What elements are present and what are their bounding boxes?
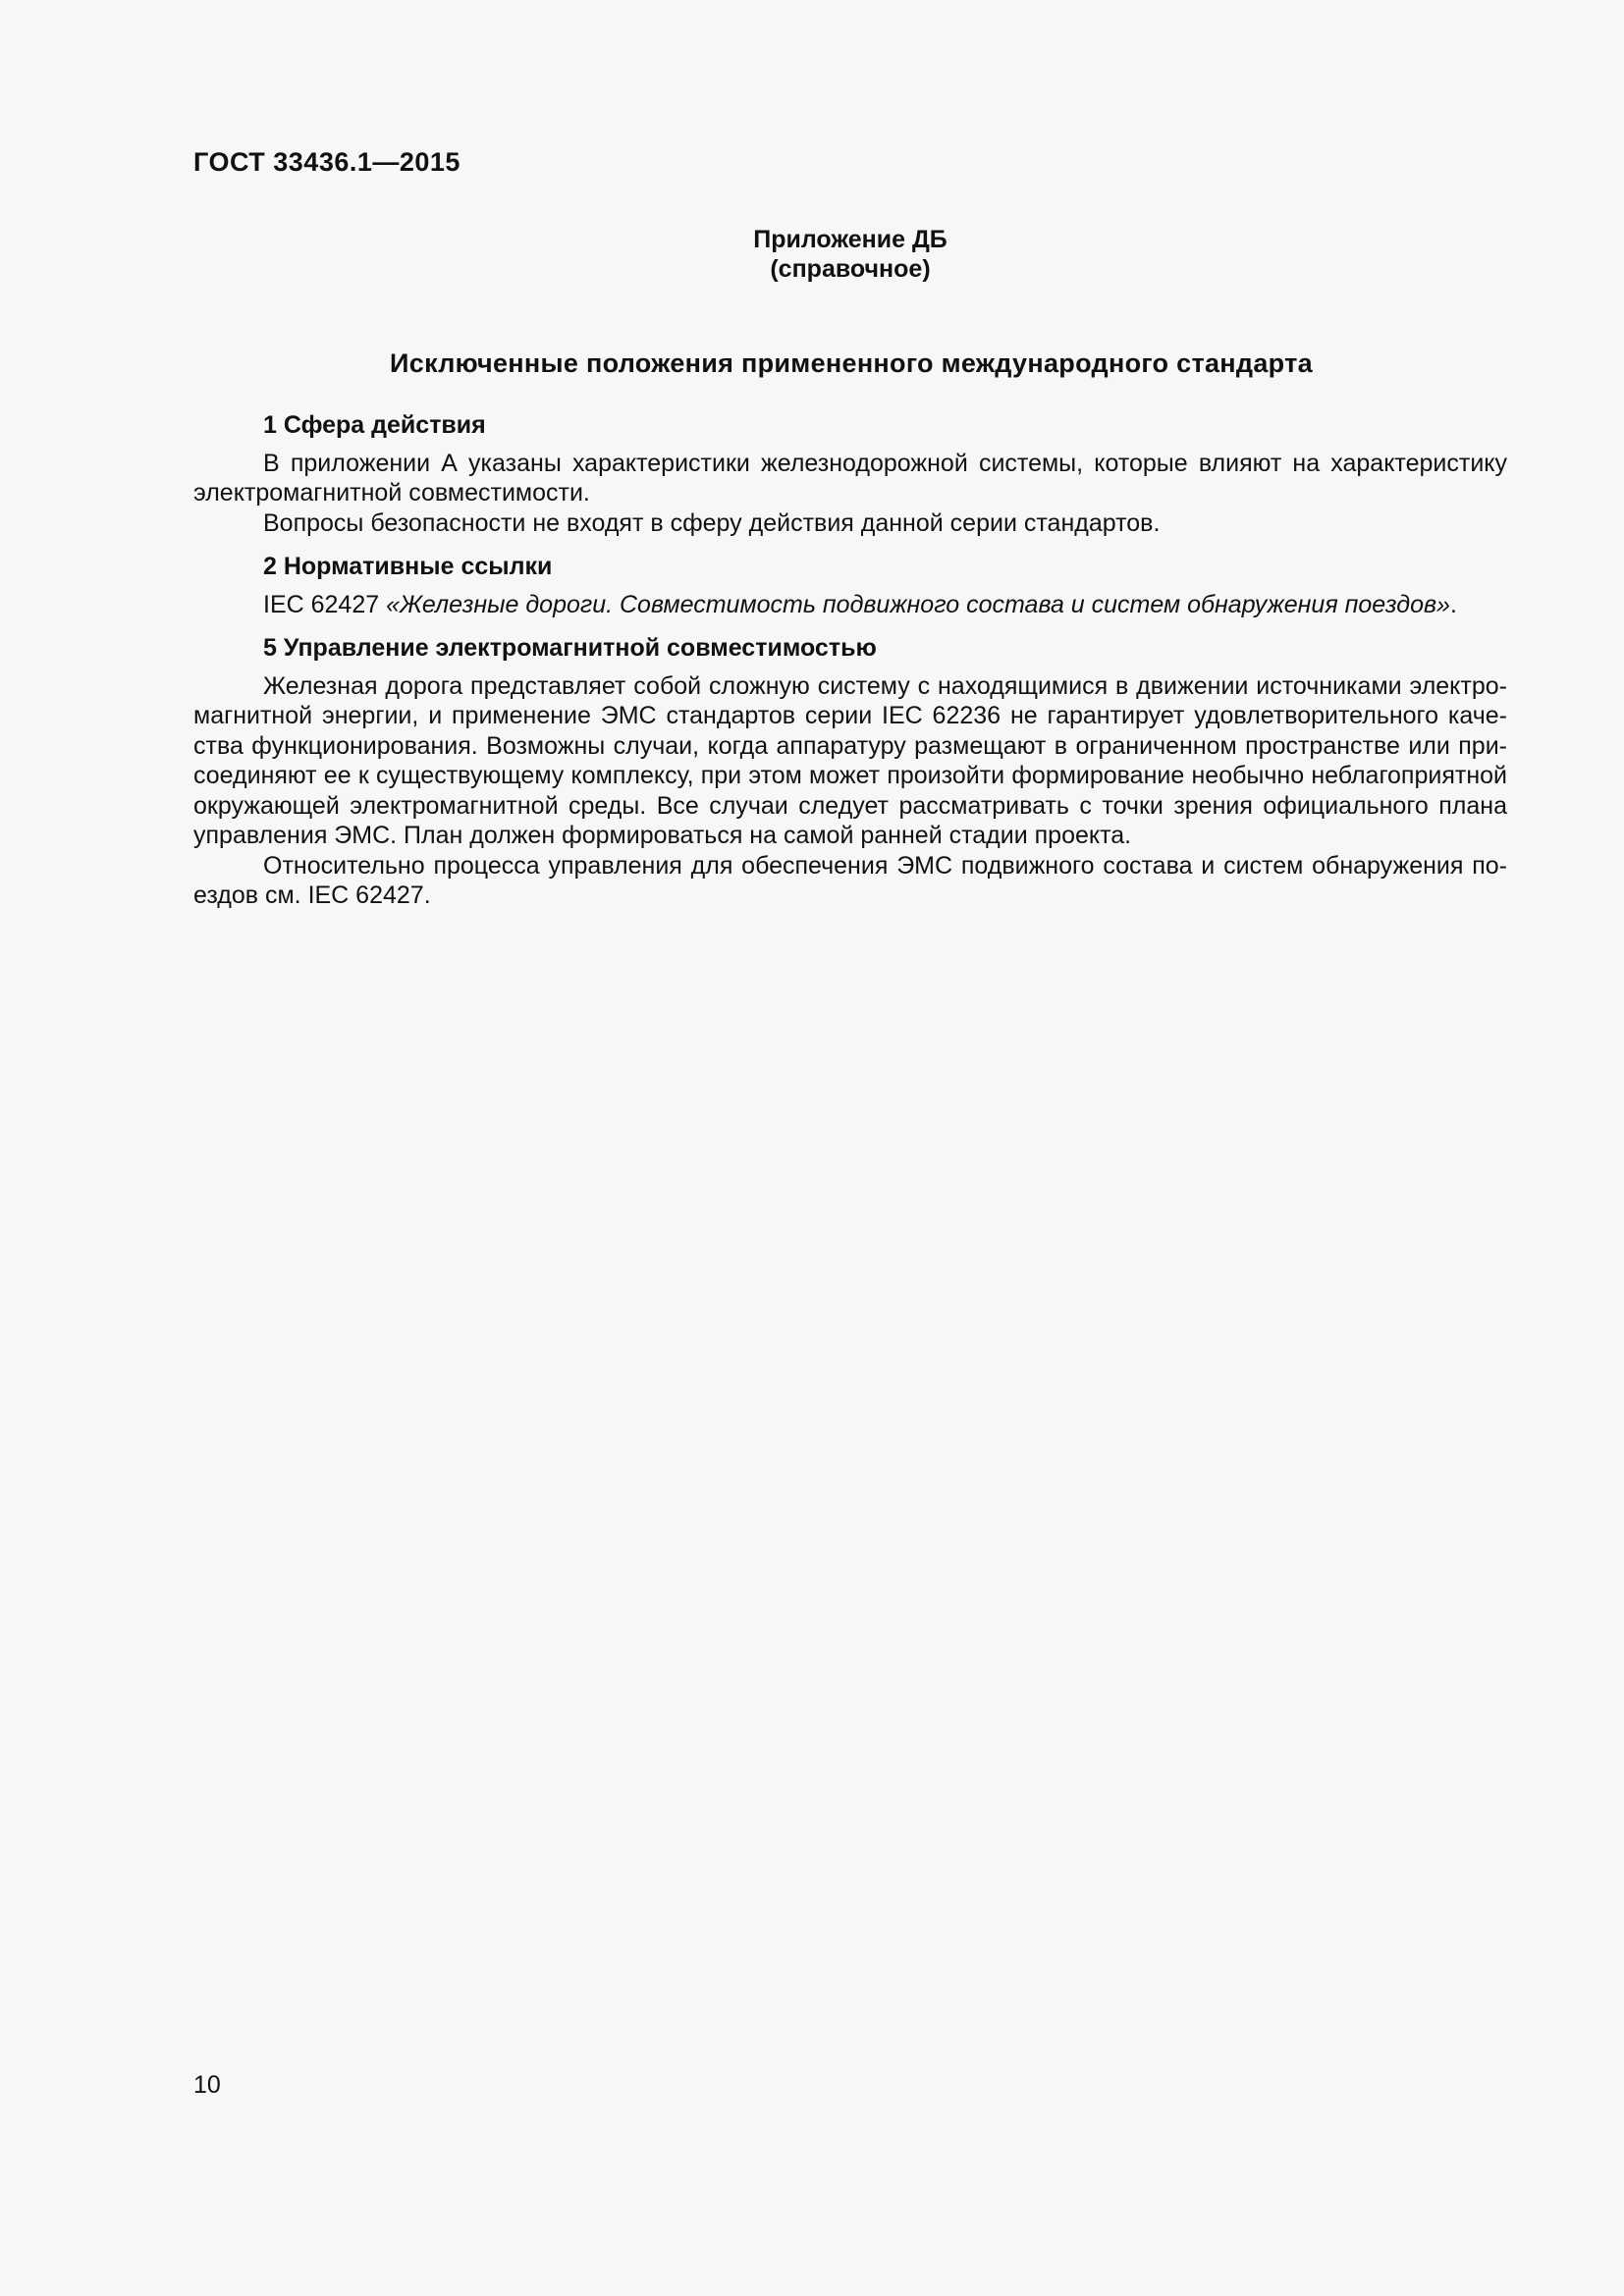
section-scope [193,410,1507,538]
main-title: Исключенные положения примененного международного стандарта [390,348,1313,378]
paragraph: В приложении А указаны характеристики железнодорожной системы, которые влияют на характеристику электромагнитной совместимости. [193,449,1507,507]
page-number: 10 [193,2071,221,2099]
appendix-title: Приложение ДБ [753,226,947,253]
reference-title: «Железные дороги. Совместимость подвижного состава и систем обнаружения поездов» [386,590,1450,618]
paragraph: Железная дорога представляет собой сложную систему с находящимися в движении источниками электромагнитной энергии, и применение ЭМС стандартов серии IEC 62236 не гарантирует удовлетворительного качества функционирования. Возможны случаи, когда аппаратуру размещают в ограниченном пространстве или присоединяют ее к существующему комплексу, при этом может произойти формирование необычно неблагоприятной окружающей электромагнитной среды. Все случаи следует рассматривать с точки зрения официального плана управления ЭМС. План должен формироваться на самой ранней стадии проекта. [193,671,1507,849]
section-emc-management [193,633,1507,911]
section-heading: 5 Управление электромагнитной совместимостью [263,634,877,662]
document-code: ГОСТ 33436.1—2015 [193,147,460,177]
section-heading: 2 Нормативные ссылки [263,553,553,580]
paragraph: Относительно процесса управления для обеспечения ЭМС подвижного состава и систем обнаружения поездов см. IEC 62427. [193,851,1507,909]
reference-code: IEC 62427 [263,590,387,618]
section-normative-references [193,552,1507,619]
reference-end: . [1449,590,1457,618]
paragraph: Вопросы безопасности не входят в сферу действия данной серии стандартов. [263,508,1161,537]
document-content [193,410,1507,925]
reference-paragraph [193,590,1507,620]
section-heading: 1 Сфера действия [263,411,486,439]
appendix-type: (справочное) [770,255,931,283]
